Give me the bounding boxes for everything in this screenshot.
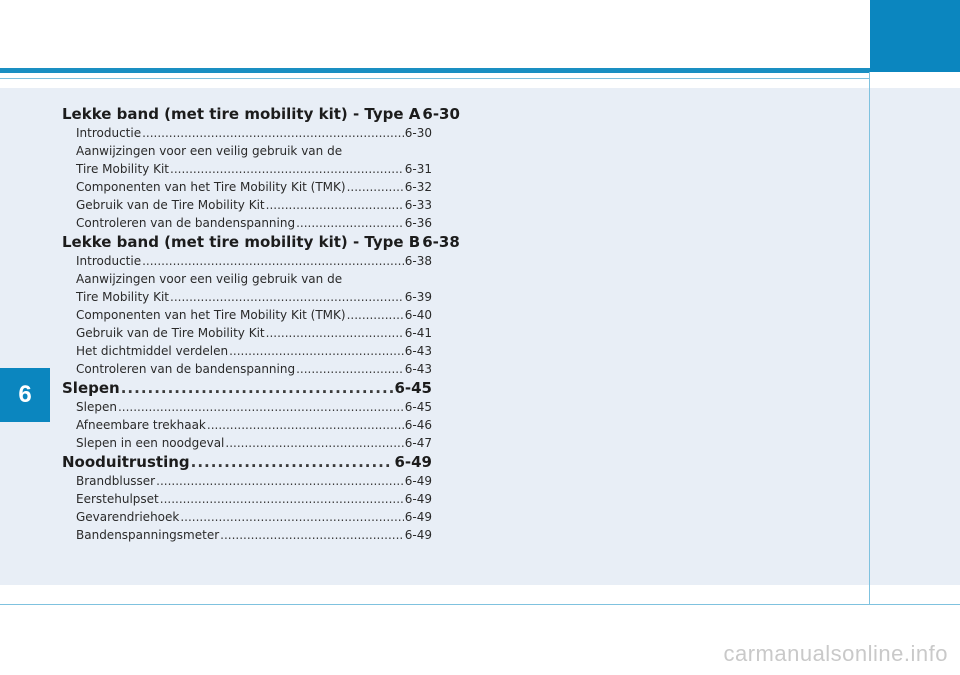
leader-dots [266, 196, 404, 214]
footer-rule [0, 604, 960, 605]
header-rule [0, 68, 870, 73]
toc-section-type-a [62, 104, 460, 232]
toc-entry[interactable]: Aanwijzingen voor een veilig gebruik van de [76, 272, 343, 286]
table-of-contents [62, 104, 460, 544]
toc-section-slepen [62, 378, 432, 452]
leader-dots [347, 306, 404, 324]
leader-dots [229, 342, 404, 360]
toc-entry[interactable]: Introductie ..... 6-30 [62, 124, 432, 142]
leader-dots [121, 378, 394, 398]
leader-dots [142, 124, 404, 142]
toc-entry[interactable]: Controleren van de bandenspanning ..... 6-43 [62, 360, 432, 378]
leader-dots [142, 252, 404, 270]
toc-entry[interactable]: Componenten van het Tire Mobility Kit (TMK) ..... 6-32 [62, 178, 432, 196]
toc-entry[interactable]: Introductie ..... 6-38 [62, 252, 432, 270]
corner-accent-block [870, 0, 960, 72]
toc-entry[interactable]: Slepen in een noodgeval ..... 6-47 [62, 434, 432, 452]
leader-dots [347, 178, 404, 196]
toc-entry[interactable]: Componenten van het Tire Mobility Kit (TMK) ..... 6-40 [62, 306, 432, 324]
leader-dots [180, 508, 403, 526]
leader-dots [220, 526, 404, 544]
toc-entry[interactable]: Tire Mobility Kit ..... 6-31 [62, 160, 432, 178]
toc-entry[interactable]: Aanwijzingen voor een veilig gebruik van de [76, 144, 343, 158]
leader-dots [156, 472, 404, 490]
toc-entry[interactable]: Afneembare trekhaak ..... 6-46 [62, 416, 432, 434]
toc-section-type-b [62, 232, 460, 378]
toc-entry[interactable]: Bandenspanningsmeter ..... 6-49 [62, 526, 432, 544]
leader-dots [296, 214, 404, 232]
leader-dots [160, 490, 404, 508]
leader-dots [118, 398, 404, 416]
toc-section-title[interactable]: Slepen ..... 6-45 [62, 378, 432, 398]
leader-dots [207, 416, 404, 434]
toc-section-title[interactable]: Lekke band (met tire mobility kit) - Type B 6-38 [62, 233, 460, 251]
leader-dots [296, 360, 404, 378]
toc-entry[interactable]: Gevarendriehoek ..... 6-49 [62, 508, 432, 526]
leader-dots [170, 288, 404, 306]
toc-entry[interactable]: Controleren van de bandenspanning ..... 6-36 [62, 214, 432, 232]
toc-entry[interactable]: Slepen ..... 6-45 [62, 398, 432, 416]
toc-entry[interactable]: Tire Mobility Kit ..... 6-39 [62, 288, 432, 306]
leader-dots [266, 324, 404, 342]
toc-section-title[interactable]: Nooduitrusting ..... 6-49 [62, 452, 432, 472]
leader-dots [225, 434, 403, 452]
leader-dots [191, 452, 394, 472]
toc-entry[interactable]: Gebruik van de Tire Mobility Kit ..... 6-33 [62, 196, 432, 214]
toc-entry[interactable]: Brandblusser ..... 6-49 [62, 472, 432, 490]
chapter-number: 6 [18, 381, 32, 408]
toc-entry[interactable]: Eerstehulpset ..... 6-49 [62, 490, 432, 508]
toc-entry[interactable]: Gebruik van de Tire Mobility Kit ..... 6-41 [62, 324, 432, 342]
leader-dots [170, 160, 404, 178]
toc-entry[interactable]: Het dichtmiddel verdelen ..... 6-43 [62, 342, 432, 360]
toc-section-nooduitrusting [62, 452, 432, 544]
header-thin-rule [0, 78, 870, 79]
watermark: carmanualsonline.info [723, 641, 948, 666]
chapter-tab[interactable] [0, 368, 50, 422]
toc-section-title[interactable]: Lekke band (met tire mobility kit) - Type A 6-30 [62, 105, 460, 123]
margin-rule [869, 72, 870, 605]
